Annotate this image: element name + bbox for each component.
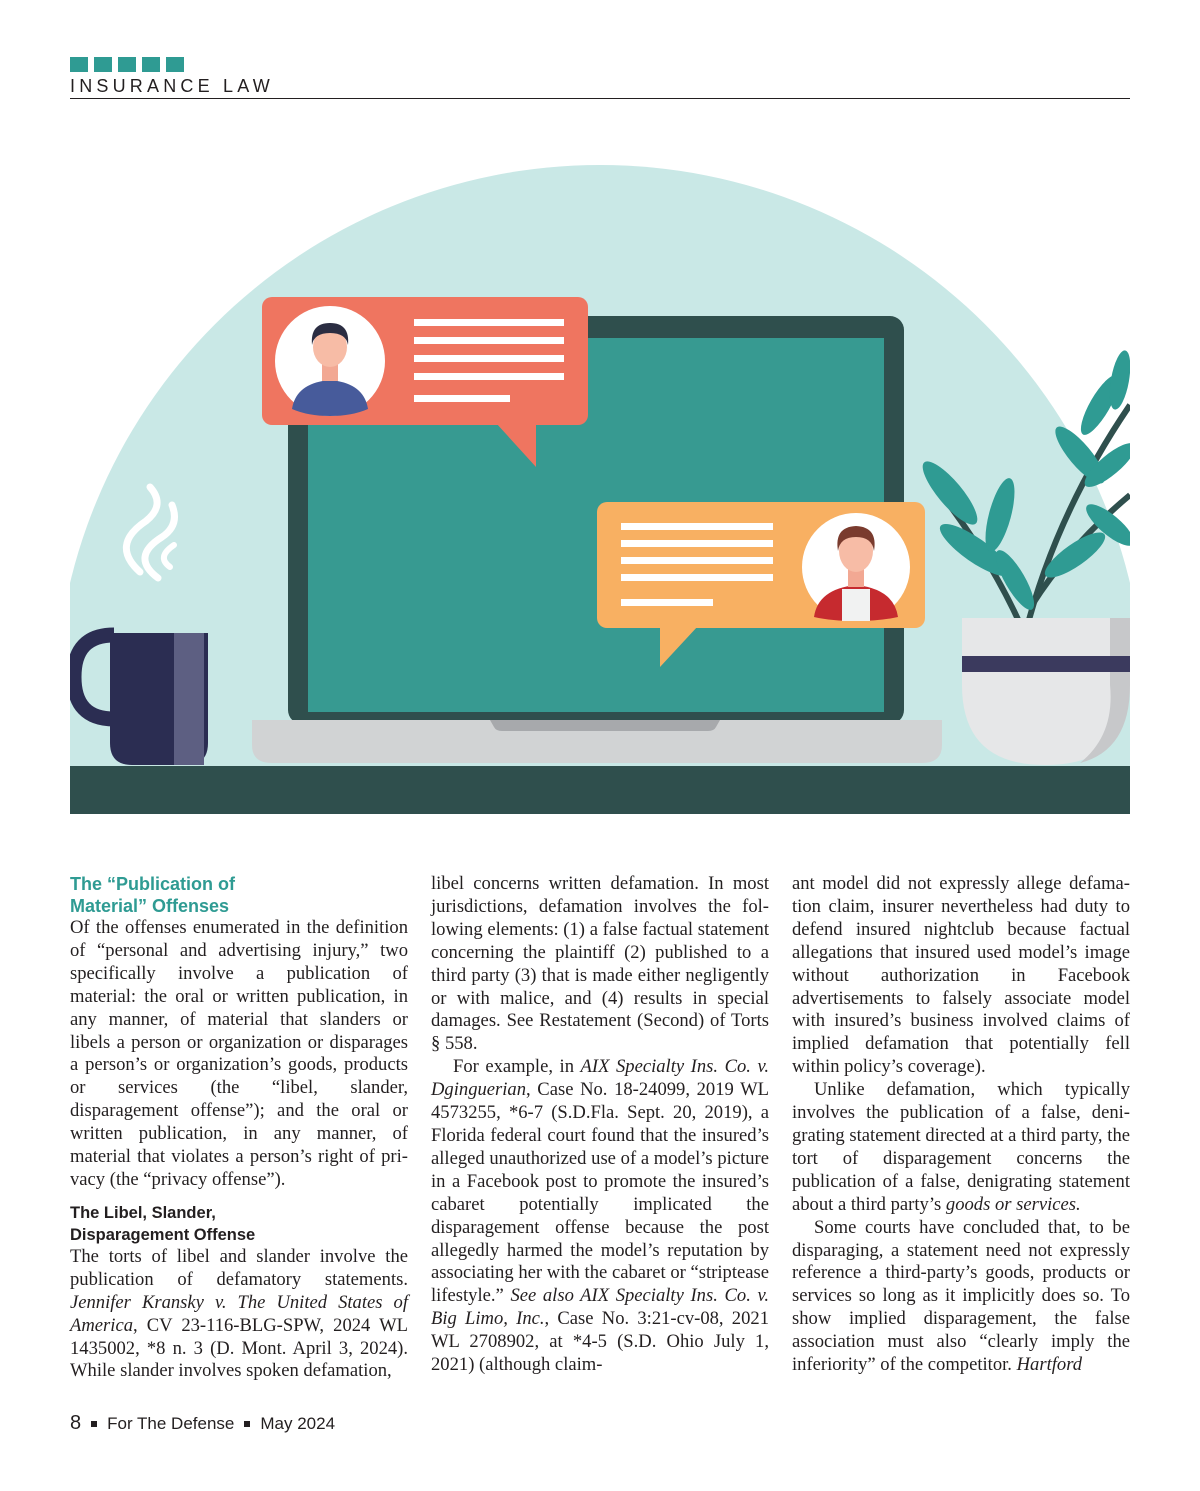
issue-date: May 2024 [260,1413,336,1433]
heading-line: The “Publication of [70,874,235,894]
bullet-separator-icon [91,1421,97,1427]
text-run: The torts of libel and slander involve the publication of defamatory statements. [70,1245,408,1290]
heading-line: Disparagement Offense [70,1225,256,1244]
text-run: , Case No. 3:21-cv-08, 2021 WL 2708902, at *4-5 (S.D. Ohio July 1, 2021) (although claim- [431,1308,769,1376]
case-citation: AIX Specialty Ins. Co. v. Dginguerian [431,1056,769,1101]
text-run: Some courts have concluded that, to be disparaging, a statement need not expressly reference a third-party’s goods, products or services so long as it implicitly does so. To show implied disparagement, the false association must also “clearly imply the inferiority” of the competitor. [792,1216,1130,1376]
section-heading [70,873,408,917]
text-run: , Case No. 18-24099, 2019 WL 4573255, *6-7 (S.D.Fla. Sept. 20, 2019), a Florida federal court found that the insured’s alleged unauthorized use of a model’s picture in a Facebook post to promote the insured’s cabaret potentially implicated the disparagement offense because the post allegedly harmed the model’s reputation by associating her with the cabaret or “striptease lifestyle.” [431,1079,769,1307]
subsection-heading [70,1202,408,1246]
article-column-3 [792,873,1130,1377]
text-run: Unlike defamation, which typically involves the publication of a false, denigrating statement directed at a third party, the tort of disparagement concerns the publication of a false, denigrating statement about a third party’s [792,1079,1130,1215]
article-column-2 [431,873,769,1377]
publication-name: For The Defense [107,1413,235,1433]
heading-line: Material” Offenses [70,896,230,916]
emphasis: goods or services. [945,1193,1081,1215]
text-run: , CV 23-116-BLG-SPW, 2024 WL 1435002, *8 n. 3 (D. Mont. April 3, 2024). While slander involves spoken defamation, [70,1314,408,1382]
text-run: For example, in [453,1056,581,1078]
page-number: 8 [70,1412,82,1434]
article-column-1 [70,873,408,1383]
paragraph: Of the offenses enumerated in the definition of “personal and advertising injury,” two specifically involve a publication of material: the oral or written publication, in any manner, of material that slanders or libels a person or organization or disparages a person’s or organization’s goods, products or services (the “libel, slander, disparagement offense”); and the oral or written publication, in any manner, of material that violates a person’s right of privacy (the “privacy offense”). [70,917,408,1190]
case-citation: Jennifer Kransky v. The United States of America [70,1291,408,1336]
paragraph [431,1056,769,1377]
section-label: INSURANCE LAW [70,76,274,96]
page-footer [70,1412,335,1435]
case-citation: Hartford [1016,1354,1083,1376]
bullet-separator-icon [244,1421,250,1427]
paragraph: libel concerns written defamation. In most jurisdictions, defamation involves the following elements: (1) a false factual statement concerning the plaintiff (2) published to a third party (3) that is made either negligently or with malice, and (4) results in special damages. See Restatement (Second) of Torts § 558. [431,873,769,1055]
paragraph [70,1246,408,1383]
heading-line: The Libel, Slander, [70,1203,216,1222]
defamation-illustration [70,165,1130,815]
paragraph [792,1079,1130,1216]
desk [70,766,1130,814]
header-rule [70,98,1130,99]
section-marker-squares [70,57,184,72]
paragraph [792,1217,1130,1377]
case-citation: See also AIX Specialty Ins. Co. v. Big Limo, Inc. [431,1285,769,1330]
paragraph: ant model did not expressly allege defamation claim, insurer nevertheless had duty to defend insured nightclub because factual allegations that insured used model’s image without authorization in Facebook advertisements to falsely associate model with insured’s business involved claims of implied defamation that potentially fell within policy’s coverage). [792,873,1130,1078]
